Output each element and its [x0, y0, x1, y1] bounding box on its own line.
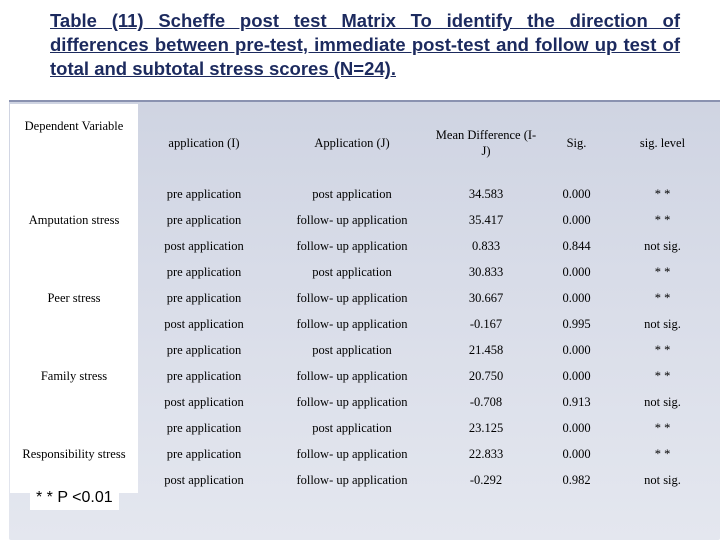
- header-dependent-variable: Dependent Variable: [10, 104, 138, 181]
- application-i-cell: post application: [164, 316, 244, 331]
- sig-cell: 0.000: [562, 342, 591, 357]
- application-j-cell: follow- up application: [296, 394, 408, 409]
- application-i-cell: pre application: [166, 264, 242, 279]
- scheffe-matrix-table: [10, 104, 710, 493]
- sig-cell: 0.000: [562, 290, 591, 305]
- sig-level-cell: * *: [654, 420, 671, 435]
- sig-cell: 0.913: [562, 394, 591, 409]
- header-mean-difference: Mean Difference (I-J): [435, 127, 537, 158]
- sig-cell: 0.995: [562, 316, 591, 331]
- application-j-cell: post application: [312, 342, 392, 357]
- application-j-cell: post application: [312, 186, 392, 201]
- sig-cell: 0.000: [562, 264, 591, 279]
- sig-level-cell: not sig.: [644, 394, 681, 409]
- application-i-cell: pre application: [166, 368, 242, 383]
- sig-level-cell: not sig.: [644, 472, 681, 487]
- table-row: [10, 259, 710, 285]
- application-i-cell: pre application: [166, 290, 242, 305]
- sig-cell: 0.000: [562, 212, 591, 227]
- sig-level-cell: * *: [654, 290, 671, 305]
- mean-difference-cell: 23.125: [468, 420, 504, 435]
- sig-level-cell: not sig.: [644, 238, 681, 253]
- sig-cell: 0.000: [562, 446, 591, 461]
- application-j-cell: follow- up application: [296, 368, 408, 383]
- sig-cell: 0.000: [562, 186, 591, 201]
- sig-cell: 0.000: [562, 420, 591, 435]
- application-i-cell: post application: [164, 394, 244, 409]
- application-i-cell: pre application: [166, 186, 242, 201]
- application-j-cell: follow- up application: [296, 472, 408, 487]
- mean-difference-cell: -0.167: [469, 316, 503, 331]
- mean-difference-cell: 30.833: [468, 264, 504, 279]
- sig-level-cell: * *: [654, 368, 671, 383]
- header-application-j: Application (J): [314, 135, 390, 150]
- header-row: [10, 104, 710, 181]
- application-j-cell: follow- up application: [296, 212, 408, 227]
- dependent-variable-cell: Family stress: [10, 337, 138, 415]
- mean-difference-cell: -0.708: [469, 394, 503, 409]
- mean-difference-cell: 30.667: [468, 290, 504, 305]
- application-i-cell: post application: [164, 472, 244, 487]
- header-sig: Sig.: [566, 135, 587, 150]
- header-application-i: application (I): [168, 135, 240, 150]
- sig-cell: 0.982: [562, 472, 591, 487]
- mean-difference-cell: 34.583: [468, 186, 504, 201]
- header-sig-level: sig. level: [639, 135, 686, 150]
- sig-cell: 0.844: [562, 238, 591, 253]
- significance-footnote: * * P <0.01: [30, 486, 119, 510]
- mean-difference-cell: 0.833: [471, 238, 501, 253]
- sig-level-cell: not sig.: [644, 316, 681, 331]
- application-j-cell: follow- up application: [296, 238, 408, 253]
- sig-level-cell: * *: [654, 186, 671, 201]
- mean-difference-cell: 35.417: [468, 212, 504, 227]
- application-i-cell: pre application: [166, 446, 242, 461]
- mean-difference-cell: 22.833: [468, 446, 504, 461]
- mean-difference-cell: 20.750: [468, 368, 504, 383]
- dependent-variable-cell: Responsibility stress: [10, 415, 138, 493]
- sig-level-cell: * *: [654, 342, 671, 357]
- application-j-cell: follow- up application: [296, 290, 408, 305]
- table-row: [10, 415, 710, 441]
- table-row: [10, 337, 710, 363]
- dependent-variable-cell: Peer stress: [10, 259, 138, 337]
- application-j-cell: post application: [312, 420, 392, 435]
- application-j-cell: follow- up application: [296, 316, 408, 331]
- sig-level-cell: * *: [654, 212, 671, 227]
- table-title: Table (11) Scheffe post test Matrix To identify the direction of differences between pre-test, immediate post-test and follow up test of total and subtotal stress scores (N=24).: [50, 10, 680, 79]
- table-row: [10, 181, 710, 207]
- application-j-cell: post application: [312, 264, 392, 279]
- application-j-cell: follow- up application: [296, 446, 408, 461]
- application-i-cell: pre application: [166, 342, 242, 357]
- mean-difference-cell: -0.292: [469, 472, 503, 487]
- dependent-variable-cell: Amputation stress: [10, 181, 138, 259]
- application-i-cell: post application: [164, 238, 244, 253]
- sig-level-cell: * *: [654, 264, 671, 279]
- mean-difference-cell: 21.458: [468, 342, 504, 357]
- application-i-cell: pre application: [166, 212, 242, 227]
- sig-cell: 0.000: [562, 368, 591, 383]
- application-i-cell: pre application: [166, 420, 242, 435]
- sig-level-cell: * *: [654, 446, 671, 461]
